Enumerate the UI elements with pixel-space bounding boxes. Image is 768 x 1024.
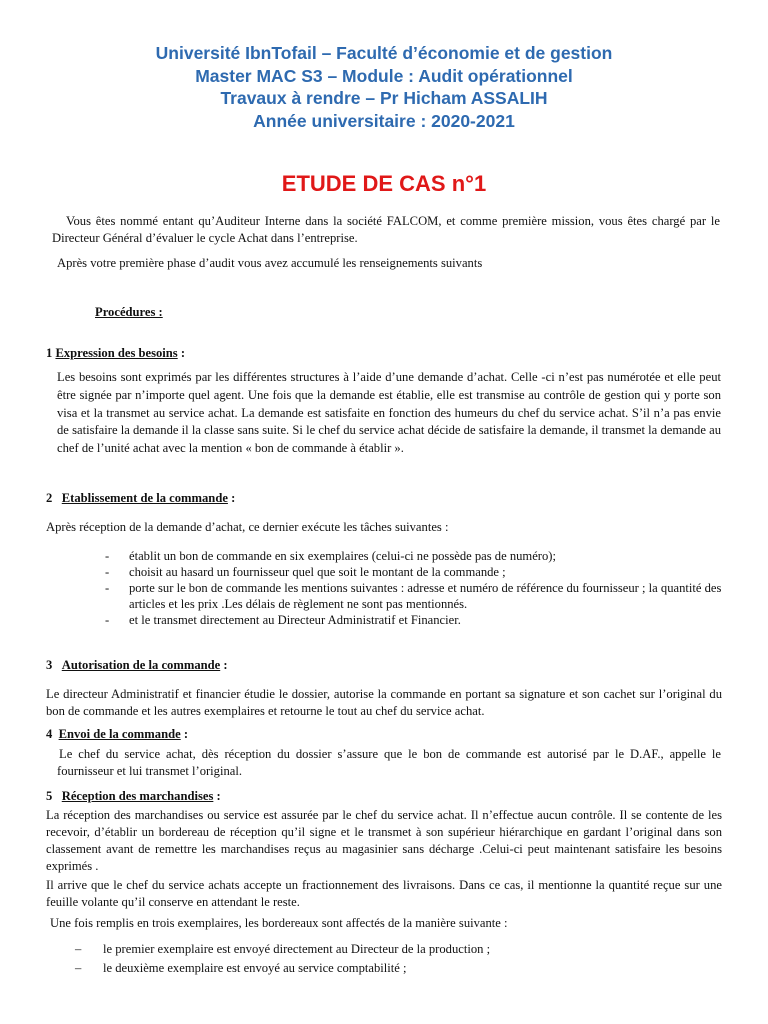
header-master: Master MAC S3 – Module : Audit opérationnel: [195, 65, 573, 86]
section-5-text-3: Une fois remplis en trois exemplaires, les bordereaux sont affectés de la manière suivante :: [50, 916, 508, 930]
document-header: [0, 42, 768, 132]
intro-paragraph: Vous êtes nommé entant qu’Auditeur Interne dans la société FALCOM, et comme première mission, vous êtes chargé par le Directeur Général d’évaluer le cycle Achat dans l’entreprise.: [52, 214, 720, 245]
list-item: – le premier exemplaire est envoyé directement au Directeur de la production ;: [75, 940, 715, 959]
section-4-text: Le chef du service achat, dès réception du dossier s’assure que le bon de commande est autorisé par le D.AF., appelle le fournisseur et lui transmet l’original.: [57, 747, 721, 778]
procedures-heading: Procédures :: [95, 305, 163, 319]
list-item: – le deuxième exemplaire est envoyé au service comptabilité ;: [75, 959, 715, 978]
section-3-text: Le directeur Administratif et financier étudie le dossier, autorise la commande en portant sa signature et son cachet sur l’original du bon de commande et les autres exemplaires et retourne le tout au chef du service achat.: [46, 687, 722, 718]
section-1-text: Les besoins sont exprimés par les différentes structures à l’aide d’une demande d’achat. Celle -ci n’est pas numérotée et elle peut être signée par n’importe quel agent. Une fois que la demande est établie, elle est transmise au contrôle de gestion qui y porte son visa et la transmet au service achat. La demande est satisfaite en fonction des humeurs du chef du service achat. S’il n’a pas envie de satisfaire la demande il la classe sans suite. Si le chef du service achat décide de satisfaire la demande, il transmet la demande au chef de l’unité achat avec la mention « bon de commande à établir ».: [57, 370, 721, 456]
section-5-text: La réception des marchandises ou service est assurée par le chef du service achat. Il n’effectue aucun contrôle. Il se contente de les recevoir, d’établir un bordereau de réception qu’il signe et le transmet à son supérieur hiérarchique en gardant l’original dans son classement avant de remettre les marchandises reçus au magasinier sans décharge .Celui-ci peut maintenant satisfaire les besoins exprimés .: [46, 808, 722, 873]
list-item: - porte sur le bon de commande les mentions suivantes : adresse et numéro de référence du fournisseur ; la quantité des articles et les prix .Les délais de règlement ne sont pas mentionnés.: [105, 580, 725, 612]
section-4-heading: 4 Envoi de la commande :: [46, 727, 189, 741]
section-5-distribution-list: [75, 940, 715, 978]
section-3-heading: 3 Autorisation de la commande :: [46, 658, 228, 672]
header-assignment: Travaux à rendre – Pr Hicham ASSALIH: [220, 88, 548, 108]
section-1-heading: 1 Expression des besoins :: [46, 346, 186, 360]
header-academic-year: Année universitaire : 2020-2021: [253, 110, 515, 131]
list-item: - établit un bon de commande en six exemplaires (celui-ci ne possède pas de numéro);: [105, 548, 725, 564]
section-2-task-list: [105, 548, 725, 628]
section-2-text: Après réception de la demande d’achat, ce dernier exécute les tâches suivantes :: [46, 520, 449, 534]
header-university: Université IbnTofail – Faculté d’économie et de gestion: [155, 43, 613, 63]
case-study-title: ETUDE DE CAS n°1: [281, 171, 487, 196]
section-5-heading: 5 Réception des marchandises :: [46, 789, 221, 803]
intro-paragraph-2: Après votre première phase d’audit vous avez accumulé les renseignements suivants: [57, 256, 483, 270]
list-item: - choisit au hasard un fournisseur quel que soit le montant de la commande ;: [105, 564, 725, 580]
list-item: - et le transmet directement au Directeur Administratif et Financier.: [105, 612, 725, 628]
section-5-text-2: Il arrive que le chef du service achats accepte un fractionnement des livraisons. Dans ce cas, il mentionne la quantité reçue sur une feuille volante qu’il conserve en attendant le reste.: [46, 878, 722, 909]
section-2-heading: 2 Etablissement de la commande :: [46, 491, 236, 505]
